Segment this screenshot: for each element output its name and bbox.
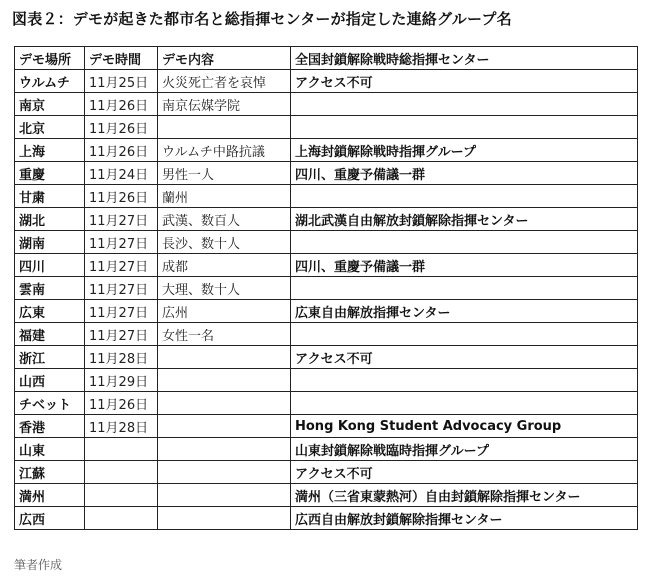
cell-location: 広西 (15, 507, 85, 530)
cell-center: 上海封鎖解除戦時指揮グループ (291, 139, 638, 162)
header-content: デモ内容 (158, 47, 291, 70)
cell-center: アクセス不可 (291, 461, 638, 484)
cell-location: 山東 (15, 438, 85, 461)
table-row (15, 208, 638, 231)
demo-table (14, 46, 638, 530)
cell-content: 長沙、数十人 (158, 231, 291, 254)
cell-content (158, 438, 291, 461)
cell-center: 四川、重慶予備議一群 (291, 162, 638, 185)
cell-date: 11月27日 (85, 254, 158, 277)
table-row (15, 323, 638, 346)
table-row (15, 162, 638, 185)
table-row (15, 392, 638, 415)
cell-content (158, 369, 291, 392)
cell-content (158, 484, 291, 507)
cell-location: 上海 (15, 139, 85, 162)
header-date: デモ時間 (85, 47, 158, 70)
cell-date: 11月28日 (85, 415, 158, 438)
cell-location: 四川 (15, 254, 85, 277)
cell-center: 広東自由解放指揮センター (291, 300, 638, 323)
cell-content (158, 415, 291, 438)
source-note: 筆者作成 (14, 558, 63, 572)
cell-center: アクセス不可 (291, 70, 638, 93)
cell-center: 湖北武漢自由解放封鎖解除指揮センター (291, 208, 638, 231)
cell-date: 11月26日 (85, 116, 158, 139)
cell-content: 広州 (158, 300, 291, 323)
cell-center (291, 392, 638, 415)
cell-date (85, 507, 158, 530)
table-row (15, 231, 638, 254)
cell-center: アクセス不可 (291, 346, 638, 369)
table-row (15, 93, 638, 116)
cell-location: 江蘇 (15, 461, 85, 484)
table-row (15, 346, 638, 369)
cell-center: 満州（三省東蒙熱河）自由封鎖解除指揮センター (291, 484, 638, 507)
table-row (15, 300, 638, 323)
cell-center: 広西自由解放封鎖解除指揮センター (291, 507, 638, 530)
cell-center: Hong Kong Student Advocacy Group (291, 415, 638, 438)
cell-center (291, 116, 638, 139)
table-row (15, 116, 638, 139)
cell-location: ウルムチ (15, 70, 85, 93)
cell-center: 四川、重慶予備議一群 (291, 254, 638, 277)
cell-date: 11月25日 (85, 70, 158, 93)
cell-location: 山西 (15, 369, 85, 392)
cell-location: 南京 (15, 93, 85, 116)
cell-location: 重慶 (15, 162, 85, 185)
table-row (15, 254, 638, 277)
cell-date: 11月27日 (85, 300, 158, 323)
cell-content: 男性一人 (158, 162, 291, 185)
cell-content: 成都 (158, 254, 291, 277)
cell-location: 浙江 (15, 346, 85, 369)
cell-center (291, 323, 638, 346)
cell-center: 山東封鎖解除戦臨時指揮グループ (291, 438, 638, 461)
table-row (15, 185, 638, 208)
cell-date: 11月27日 (85, 208, 158, 231)
table-body (15, 70, 638, 530)
cell-content: 女性一名 (158, 323, 291, 346)
cell-location: チベット (15, 392, 85, 415)
cell-center (291, 369, 638, 392)
cell-location: 福建 (15, 323, 85, 346)
cell-date: 11月26日 (85, 139, 158, 162)
table-row (15, 277, 638, 300)
cell-date (85, 438, 158, 461)
cell-date (85, 484, 158, 507)
cell-content: 蘭州 (158, 185, 291, 208)
table-row (15, 415, 638, 438)
table-row (15, 369, 638, 392)
cell-date: 11月27日 (85, 231, 158, 254)
cell-content (158, 461, 291, 484)
cell-date: 11月27日 (85, 277, 158, 300)
figure-title: 図表２：デモが起きた都市名と総指揮センターが指定した連絡グループ名 (12, 10, 512, 28)
table-row (15, 438, 638, 461)
table-row (15, 139, 638, 162)
cell-center (291, 277, 638, 300)
header-center: 全国封鎖解除戦時総指揮センター (291, 47, 638, 70)
header-location: デモ場所 (15, 47, 85, 70)
cell-location: 香港 (15, 415, 85, 438)
cell-date: 11月24日 (85, 162, 158, 185)
cell-location: 雲南 (15, 277, 85, 300)
cell-date: 11月26日 (85, 185, 158, 208)
cell-date: 11月27日 (85, 323, 158, 346)
cell-content (158, 507, 291, 530)
cell-date: 11月26日 (85, 93, 158, 116)
cell-location: 湖南 (15, 231, 85, 254)
cell-date: 11月29日 (85, 369, 158, 392)
table-row (15, 484, 638, 507)
cell-location: 甘粛 (15, 185, 85, 208)
cell-content: 武漢、数百人 (158, 208, 291, 231)
table-row (15, 70, 638, 93)
cell-content (158, 116, 291, 139)
cell-content: ウルムチ中路抗議 (158, 139, 291, 162)
cell-location: 広東 (15, 300, 85, 323)
header-row (15, 47, 638, 70)
table-row (15, 461, 638, 484)
cell-content (158, 392, 291, 415)
cell-location: 湖北 (15, 208, 85, 231)
cell-date (85, 461, 158, 484)
cell-date: 11月26日 (85, 392, 158, 415)
cell-center (291, 231, 638, 254)
cell-location: 満州 (15, 484, 85, 507)
cell-content (158, 346, 291, 369)
cell-content: 大理、数十人 (158, 277, 291, 300)
cell-date: 11月28日 (85, 346, 158, 369)
cell-content: 火災死亡者を哀悼 (158, 70, 291, 93)
cell-center (291, 93, 638, 116)
cell-center (291, 185, 638, 208)
cell-content: 南京伝媒学院 (158, 93, 291, 116)
table-row (15, 507, 638, 530)
cell-location: 北京 (15, 116, 85, 139)
